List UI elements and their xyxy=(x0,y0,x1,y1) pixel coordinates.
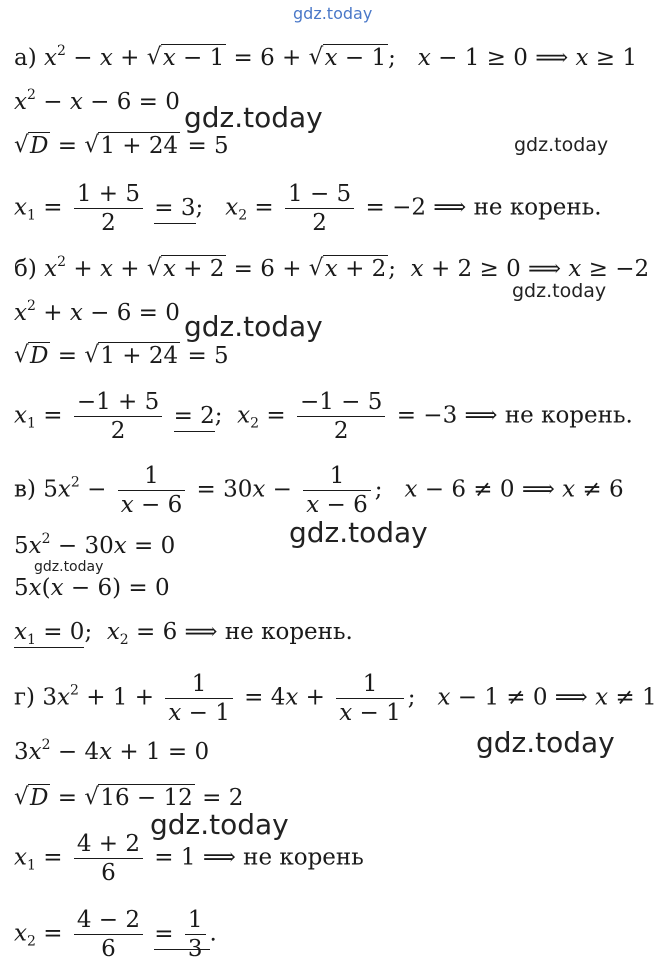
part-g-quadratic: $3x^2 - 4x + 1 = 0$ xyxy=(14,737,210,765)
part-b-roots: $x_1$ = $\frac{-1 + 5}{2}$ = 2; $x_2$ = $\frac{-1 - 5}{2}$ = −3 ⟹ не корень. xyxy=(14,389,633,444)
part-a-roots: $x_1$ = $\frac{1 + 5}{2}$ = 3; $x_2$ = $\frac{1 - 5}{2}$ = −2 ⟹ не корень. xyxy=(14,181,602,236)
watermark-6: gdz.today xyxy=(289,516,428,549)
watermark-5: gdz.today xyxy=(184,310,323,343)
part-v-equation: в) $5x^2$ − $\frac{1}{x - 6}$ = 30x − $\frac{1}{x - 6}$ ; x − 6 ≠ 0 ⟹ x ≠ 6 xyxy=(14,463,624,518)
watermark-8: gdz.today xyxy=(476,726,615,759)
part-g-not-root: не корень xyxy=(243,844,364,871)
part-b-quadratic: $x^2 + x - 6 = 0$ xyxy=(14,298,180,326)
part-v-roots: $x_1 = 0$; $x_2 = 6$ ⟹ не корень. xyxy=(14,619,353,648)
part-a-equation: а) $x^2 - x$ + √ x − 1 = 6 + √ x − 1; x − 1 ≥ 0 ⟹ x ≥ 1 xyxy=(14,44,637,72)
part-g-label: г) xyxy=(14,684,36,711)
part-a-not-root: не корень. xyxy=(473,194,602,221)
part-g-discriminant: √ D = √ 16 − 12 = 2 xyxy=(14,784,243,812)
part-b-discriminant: √ D = √ 1 + 24 = 5 xyxy=(14,342,229,370)
part-v-step1: $5x^2 - 30x = 0$ xyxy=(14,531,176,559)
part-v-step2: 5x(x − 6) = 0 xyxy=(14,575,170,601)
watermark-4: gdz.today xyxy=(512,280,607,302)
watermark-2: gdz.today xyxy=(184,101,323,134)
watermark-top: gdz.today xyxy=(293,4,373,23)
part-a-quadratic: $x^2 - x - 6 = 0$ xyxy=(14,87,180,115)
part-v-label: в) xyxy=(14,476,36,503)
part-b-not-root: не корень. xyxy=(504,402,633,429)
watermark-9: gdz.today xyxy=(150,808,289,841)
part-v-not-root: не корень. xyxy=(224,619,353,645)
part-g-root1: $x_1$ = $\frac{4 + 2}{6}$ = 1 ⟹ не корень xyxy=(14,831,364,886)
part-b-equation: б) $x^2 + x$ + √ x + 2 = 6 + √ x + 2; x + 2 ≥ 0 ⟹ x ≥ −2 xyxy=(14,255,649,283)
part-a-discriminant: √ D = √ 1 + 24 = 5 xyxy=(14,132,229,160)
watermark-7: gdz.today xyxy=(34,559,104,575)
part-b-label: б) xyxy=(14,256,37,282)
watermark-3: gdz.today xyxy=(514,134,609,156)
part-g-root2: $x_2$ = $\frac{4 - 2}{6}$ = $\frac{1}{3}$ . xyxy=(14,907,217,962)
part-g-equation: г) $3x^2 + 1$ + $\frac{1}{x - 1}$ = 4x + $\frac{1}{x - 1}$ ; x − 1 ≠ 0 ⟹ x ≠ 1 xyxy=(14,671,657,726)
part-a-label: а) xyxy=(14,45,37,71)
